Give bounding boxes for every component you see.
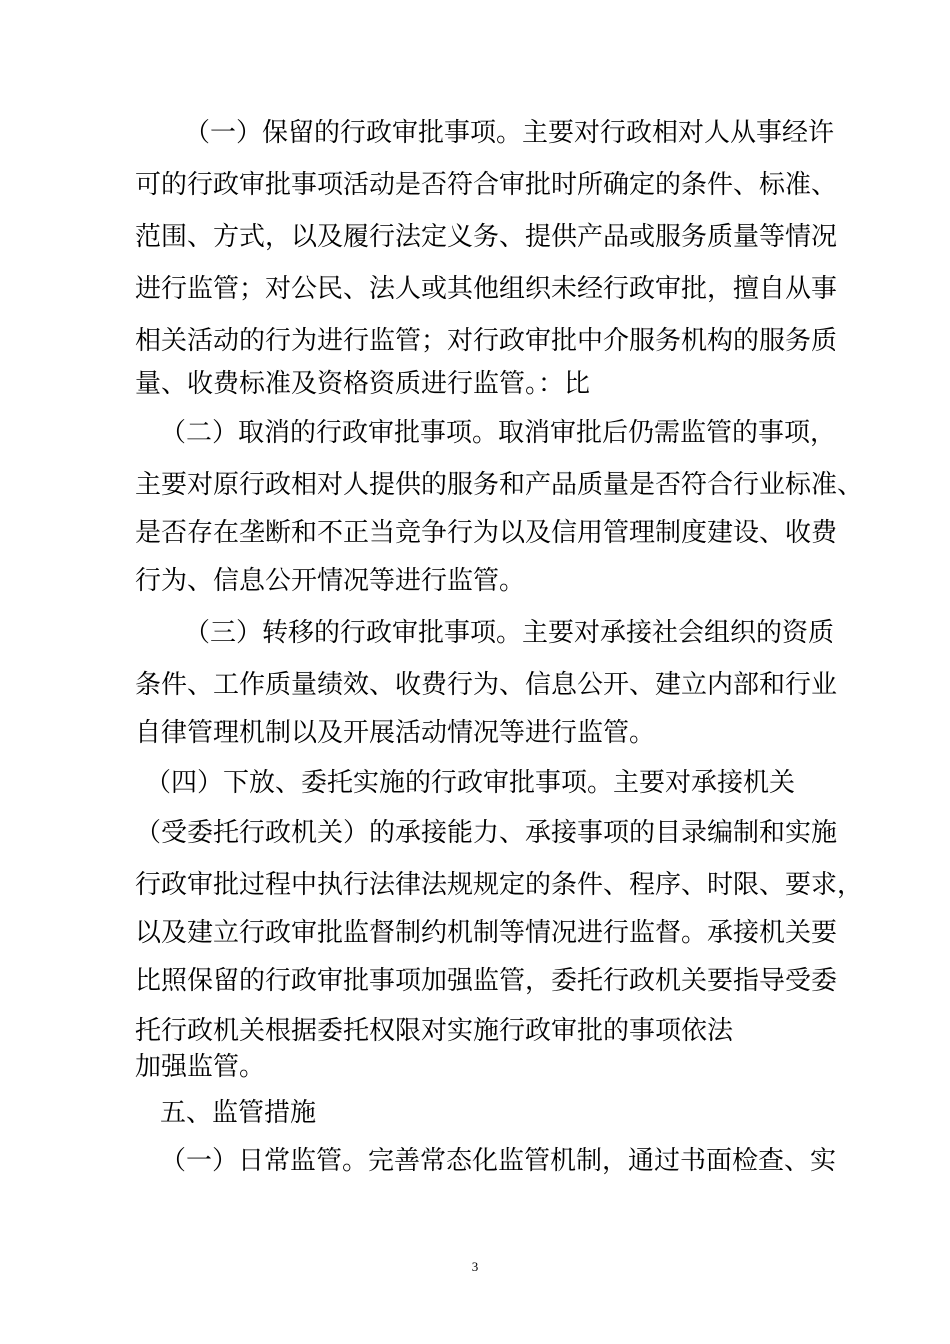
text-line: 条件、工作质量绩效、收费行为、信息公开、建立内部和行业 [135,670,838,700]
text-line: 量、收费标准及资格资质进行监管。：比 [135,369,591,399]
text-line: 进行监管；对公民、法人或其他组织未经行政审批，擅自从事 [135,274,838,304]
text-line: 可的行政审批事项活动是否符合审批时所确定的条件、标准、 [135,170,838,200]
text-line: 是否存在垄断和不正当竞争行为以及信用管理制度建设、收费 [135,518,838,548]
text-line: （四）下放、委托实施的行政审批事项。主要对承接机关 [145,768,796,798]
text-line: 托行政机关根据委托权限对实施行政审批的事项依法 [135,1016,734,1046]
section-heading: 五、监管措施 [160,1098,317,1128]
text-line: （受委托行政机关）的承接能力、承接事项的目录编制和实施 [135,818,838,848]
text-line: 主要对原行政相对人提供的服务和产品质量是否符合行业标准、 [135,470,864,500]
text-line: 行为、信息公开情况等进行监管。 [135,566,526,596]
text-line: （二）取消的行政审批事项。取消审批后仍需监管的事项， [160,418,837,448]
text-line: 行政审批过程中执行法律法规规定的条件、程序、时限、要求， [135,870,864,900]
text-line: 比照保留的行政审批事项加强监管，委托行政机关要指导受委 [135,966,838,996]
page-number: 3 [471,1259,479,1274]
text-line: 加强监管。 [135,1052,266,1082]
text-line: 相关活动的行为进行监管；对行政审批中介服务机构的服务质 [135,326,838,356]
text-line: （一）日常监管。完善常态化监管机制，通过书面检查、实 [160,1146,837,1176]
text-line: 范围、方式，以及履行法定义务、提供产品或服务质量等情况 [135,222,838,252]
text-line: （三）转移的行政审批事项。主要对承接社会组织的资质 [184,618,835,648]
text-line: 以及建立行政审批监督制约机制等情况进行监督。承接机关要 [135,918,838,948]
text-line: （一）保留的行政审批事项。主要对行政相对人从事经许 [184,118,835,148]
text-line: 自律管理机制以及开展活动情况等进行监管。 [135,718,656,748]
